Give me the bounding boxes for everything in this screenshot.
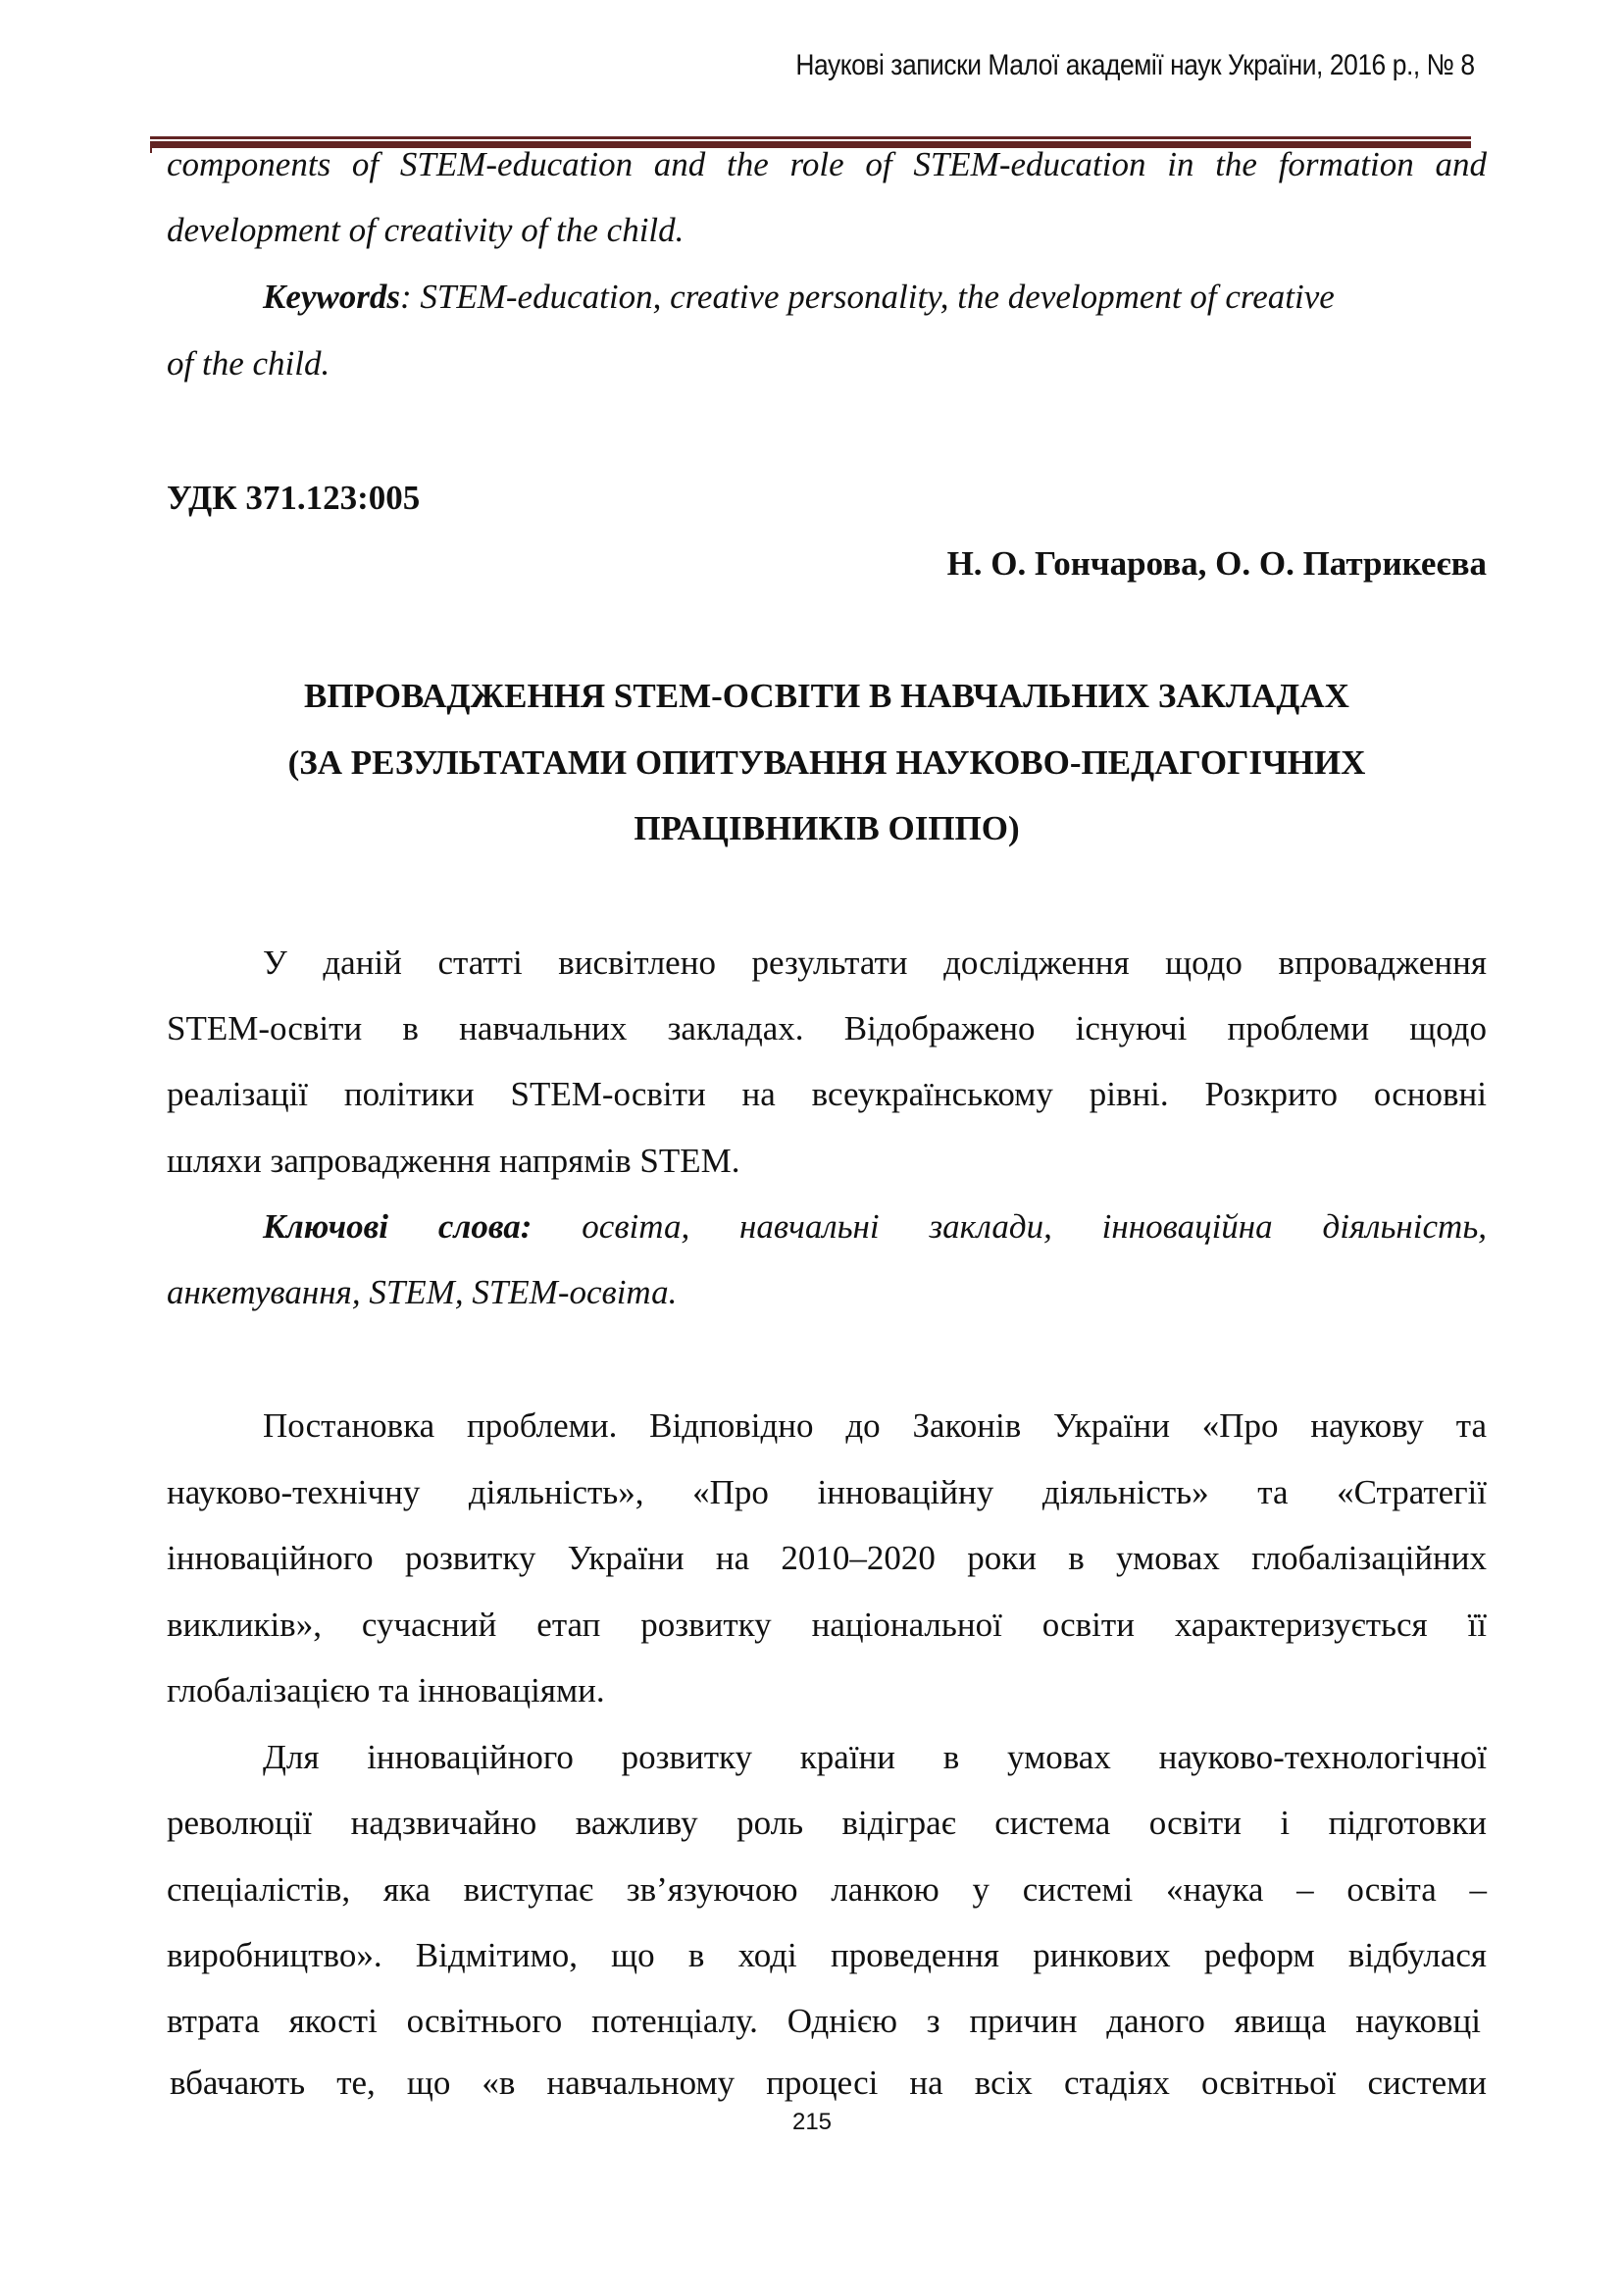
- article-title-line: ВПРОВАДЖЕННЯ STEM-ОСВІТИ В НАВЧАЛЬНИХ ЗАКЛАДАХ: [304, 677, 1349, 715]
- article-title-line: ПРАЦІВНИКІВ ОІППО): [634, 809, 1020, 847]
- keywords-label: Ключові слова:: [263, 1207, 533, 1246]
- abstract-line: У даній статті висвітлено результати дослідження щодо впровадження: [263, 944, 1487, 982]
- article-title-line: (ЗА РЕЗУЛЬТАТАМИ ОПИТУВАННЯ НАУКОВО-ПЕДАГОГІЧНИХ: [287, 743, 1366, 782]
- abstract-line: STEM-освіти в навчальних закладах. Відображено існуючі проблеми щодо: [167, 1009, 1487, 1047]
- page-number: 215: [791, 2109, 833, 2135]
- paragraph-line: глобалізацією та інноваціями.: [167, 1671, 605, 1709]
- keywords: [167, 1205, 1487, 1249]
- paragraph-line: втрата якості освітнього потенціалу. Однією з причин даного явища науковці: [167, 2002, 1481, 2040]
- abstract-line: реалізації політики STEM-освіти на всеукраїнському рівні. Розкрито основні: [167, 1075, 1487, 1113]
- udc-code: УДК 371.123:005: [167, 479, 421, 517]
- prev-keywords: [167, 276, 1487, 319]
- article-authors: Н. О. Гончарова, О. О. Патрикеєва: [946, 544, 1487, 583]
- prev-abstract-line: components of STEM-education and the role of STEM-education in the formation and: [167, 145, 1487, 183]
- abstract-line: шляхи запровадження напрямів STEM.: [167, 1142, 740, 1180]
- prev-abstract-line: development of creativity of the child.: [167, 211, 685, 249]
- prev-keywords-continued: of the child.: [167, 344, 330, 383]
- header-rule-thin: [150, 136, 1471, 139]
- paragraph-line: Для інноваційного розвитку країни в умовах науково-технологічної: [263, 1738, 1487, 1776]
- paragraph-line: науково-технічну діяльність», «Про інноваційну діяльність» та «Стратегії: [167, 1473, 1487, 1511]
- paragraph-line: викликів», сучасний етап розвитку національної освіти характеризується її: [167, 1606, 1487, 1644]
- running-header: Наукові записки Малої академії наук України, 2016 р., № 8: [795, 49, 1475, 81]
- paragraph-line: вбачають те, що «в навчальному процесі на всіх стадіях освітньої системи: [170, 2064, 1487, 2102]
- paragraph-line: виробництво». Відмітимо, що в ході проведення ринкових реформ відбулася: [167, 1936, 1487, 1974]
- paragraph-line: інноваційного розвитку України на 2010–2020 роки в умовах глобалізаційних: [167, 1539, 1487, 1577]
- keywords-continued: анкетування, STEM, STEM-освіта.: [167, 1273, 678, 1311]
- prev-keywords-text: : STEM-education, creative personality, the development of creative: [400, 278, 1335, 316]
- header-rule-tick: [150, 141, 152, 153]
- paragraph-line: спеціалістів, яка виступає зв’язуючою ланкою у системі «наука – освіта –: [167, 1870, 1487, 1909]
- paragraph-line: Постановка проблеми. Відповідно до Законів України «Про наукову та: [263, 1406, 1487, 1445]
- prev-keywords-label: Keywords: [263, 278, 400, 316]
- paragraph-line: революції надзвичайно важливу роль відіграє система освіти і підготовки: [167, 1804, 1487, 1842]
- keywords-text: освіта, навчальні заклади, інноваційна діяльність,: [582, 1207, 1487, 1246]
